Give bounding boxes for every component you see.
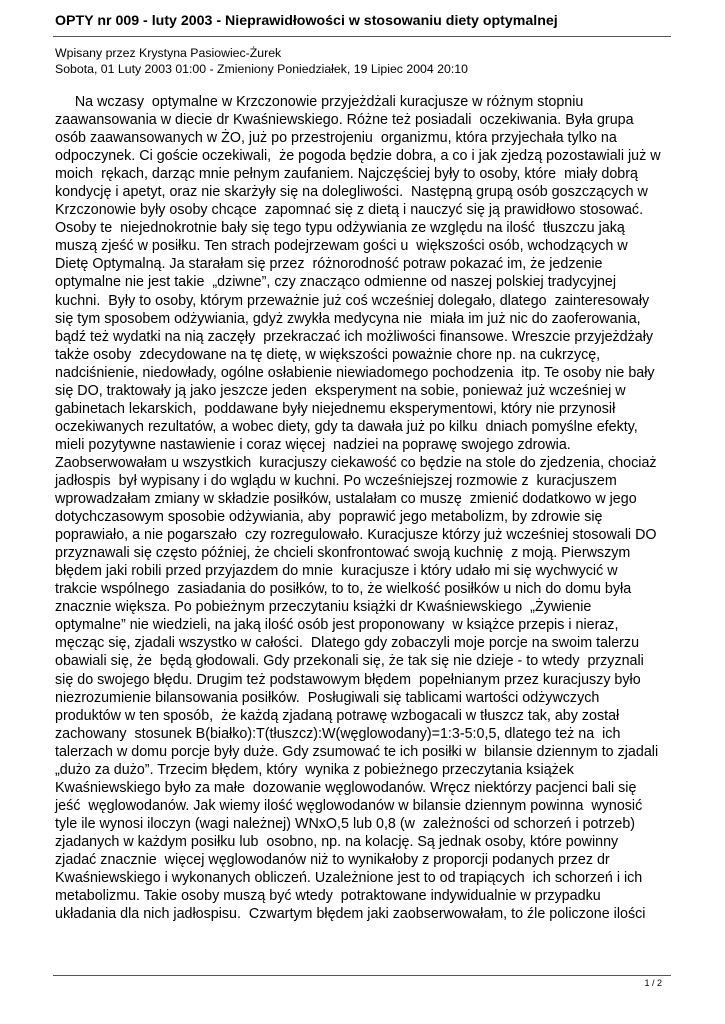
body-line: jadłospis był wypisany i do wglądu w kuchni. Po wcześniejszej rozmowie z kuracjuszem [55,472,617,489]
body-line: błędem jaki robili przed przyjazdem do mnie kuracjusze i który udało mi się wychwycić w [55,563,618,580]
body-line: oczekiwanych rezultatów, a wobec diety, gdy ta dawała już po kilku dniach pomyślne efekty, [55,418,638,435]
body-line: obawiali się, że będą głodowali. Gdy przekonali się, że tak się nie dzieje - to wtedy przyznali [55,653,644,670]
body-line: kondycję i apetyt, oraz nie skarżyły się na dolegliwości. Następną grupą osób goszczących w [55,184,648,201]
body-line: zachowany stosunek B(białko):T(tłuszcz):W(węglowodany)=1:3-5:0,5, dlatego też na ich [55,725,621,742]
body-line: poprawiało, a nie pogarszało czy rozregulowało. Kuracjusze którzy już wcześniej stosowali DO [55,527,657,544]
body-line: Krzczonowie były osoby chcące zapomnać się z dietą i nauczyć się ją prawidłowo stosować. [55,202,644,219]
body-line: niezrozumienie bilansowania posiłków. Posługiwali się tablicami wartości odżywczych [55,689,600,706]
body-line: się do swojego błędu. Drugim też podstawowym błędem popełnianym przez kuracjuszy było [55,671,641,688]
body-line: metabolizmu. Takie osoby muszą być wtedy potraktowane indywidualnie w przypadku [55,888,601,905]
body-line: Na wczasy optymalne w Krzczonowie przyjeżdżali kuracjusze w różnym stopniu [55,94,584,110]
body-line: „dużo za dużo”. Trzecim błędem, który wynika z pobieżnego przeczytania książek [55,761,574,778]
body-line: układania dla nich jadłospisu. Czwartym błędem jaki zaobserwowałam, to źle policzone ilości [55,906,646,923]
body-line: Zaobserwowałam u wszystkich kuracjuszy ciekawość co będzie na stole do zjedzenia, chociaż [55,454,657,471]
body-line: zaawansowania w diecie dr Kwaśniewskiego. Różne też posiadali oczekiwania. Była grupa [55,112,634,129]
body-line: mieli pozytywne nastawienie i coraz więcej nadziei na poprawę swojego zdrowia. [55,436,571,453]
header-divider [53,36,671,37]
page-title: OPTY nr 009 - luty 2003 - Nieprawidłowości w stosowaniu diety optymalnej [55,13,558,29]
body-line: optymalne” nie wiedzieli, na jaką ilość osób jest proponowany w książce przepis i nieraz, [55,617,619,634]
body-line: gabinetach lekarskich, poddawane były niejednemu eksperymentowi, który nie przynosił [55,400,616,417]
body-line: produktów w ten sposób, że każdą zjadaną potrawę wzbogacali w tłuszcz tak, aby został [55,707,620,724]
body-line: tyle ile wynosi iloczyn (wagi należnej) WNxO,5 lub 0,8 (w zależności od schorzeń i potrzeb) [55,815,636,832]
body-line: dotychczasowym sposobie odżywiania, aby poprawić jego metabolizm, by zdrowie się [55,509,603,526]
body-line: optymalne nie jest takie „dziwne”, czy znacząco odmienne od naszej polskiej tradycyjnej [55,274,617,291]
article-body [55,93,680,923]
body-line: zjadać znacznie więcej węglowodanów niż to wynikałoby z proporcji podanych przez dr [55,851,610,868]
body-line: męcząc się, zjadali wszystko w całości. Dlatego gdy zobaczyli moje porcje na swoim talerzu [55,635,640,652]
body-line: kuchni. Były to osoby, którym przeważnie już coś wcześniej dolegało, dlatego zainteresowały [55,292,650,309]
author-line: Wpisany przez Krystyna Pasiowiec-Żurek [55,46,282,60]
dates-line: Sobota, 01 Luty 2003 01:00 - Zmieniony Poniedziałek, 19 Lipiec 2004 20:10 [55,62,468,76]
body-line: Kwaśniewskiego i wykonanych obliczeń. Uzależnione jest to od trapiących ich schorzeń i ich [55,870,643,887]
body-line: nadciśnienie, niedowłady, ogólne osłabienie niewiadomego pochodzenia itp. Te osoby nie bały [55,364,655,381]
body-line: moich rękach, darząc mnie pełnym zaufaniem. Najczęściej były to osoby, które miały dobrą [55,166,638,183]
body-line: zjadanych w każdym posiłku lub osobno, np. na kolację. Są jednak osoby, które powinny [55,833,619,850]
body-line: także osoby zdecydowane na tę dietę, w większości poważnie chore np. na cukrzycę, [55,346,601,363]
body-line: się DO, traktowały ją jako jeszcze jeden eksperyment na sobie, ponieważ już wcześniej w [55,382,626,399]
body-line: bądź też wydatki na nią zaczęły przekraczać ich możliwości finansowe. Wreszcie przyjeżdżały [55,328,654,345]
body-line: przyznawali się często później, że chcieli skonfrontować swoją kuchnię z moją. Pierwszym [55,545,631,562]
body-line: trakcie wspólnego zasiadania do posiłków, to to, że wielkość posiłków u nich do domu była [55,581,632,598]
body-line: się tym sposobem odżywiania, gdyż zwykła medycyna nie miała im już nic do zaoferowania, [55,310,641,327]
footer-divider [53,975,671,976]
body-line: odpoczynek. Ci goście oczekiwali, że pogoda będzie dobra, a co i jak zjedzą pozostawiali już w [55,148,661,165]
body-line: znacznie większa. Po pobieżnym przeczytaniu książki dr Kwaśniewskiego „Żywienie [55,599,592,616]
body-line: osób zaawansowanych w ŻO, już po przestrojeniu organizmu, która przyjechała tylko na [55,130,617,147]
body-line: jeść węglowodanów. Jak wiemy ilość węglowodanów w bilansie dziennym powinna wynosić [55,797,643,814]
body-line: muszą zjeść w posiłku. Ten strach podejrzewam gości u większości osób, wchodzących w [55,238,628,255]
body-line: Dietę Optymalną. Ja starałam się przez różnorodność potraw pokazać im, że jedzenie [55,256,603,273]
body-line: Osoby te niejednokrotnie bały się tego typu odżywiania ze względu na ilość tłuszczu jaką [55,220,625,237]
body-line: wprowadzałam zmiany w składzie posiłków, ustalałam co muszę zmienić dodatkowo w jego [55,491,637,508]
page-number: 1 / 2 [644,978,662,988]
body-line: Kwaśniewskiego było za małe dozowanie węglowodanów. Wręcz niektórzy pacjenci bali się [55,779,637,796]
body-line: talerzach w domu porcje były duże. Gdy zsumować te ich posiłki w bilansie dziennym to zjadali [55,743,659,760]
